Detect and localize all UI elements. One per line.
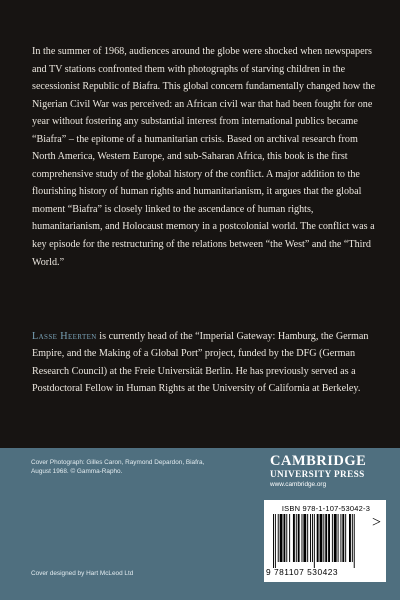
barcode-addon-mark: > bbox=[372, 514, 382, 531]
barcode-digits: 9 781107 530423 bbox=[266, 567, 339, 577]
author-bio-paragraph bbox=[32, 328, 378, 397]
barcode-panel bbox=[264, 500, 386, 582]
isbn-label: ISBN 978-1-107-53042-3 bbox=[281, 504, 371, 513]
author-name: Lasse Heerten bbox=[32, 331, 97, 342]
book-description: In the summer of 1968, audiences around the globe were shocked when newspapers and TV stations confronted them with photographs of starving children in the secessionist Republic of Biafra. This global concern fundamentally changed how the Nigerian Civil War was perceived: an African civil war that had been fought for one year without fostering any substantial interest from international publics became “Biafra” – the epitome of a humanitarian crisis. Based on archival research from North America, Western Europe, and sub-Saharan Africa, this book is the first comprehensive study of the global history of the conflict. A major addition to the flourishing history of human rights and humanitarianism, it argues that the global moment “Biafra” is closely linked to the ascendance of human rights, humanitarianism, and Holocaust memory in a postcolonial world. The conflict was a key episode for the restructuring of the relations between “the West” and the “Third World.” bbox=[32, 46, 376, 268]
barcode-icon bbox=[273, 514, 378, 568]
publisher-logo bbox=[270, 454, 380, 489]
publisher-name: CAMBRIDGE bbox=[270, 453, 367, 469]
author-bio-text: is currently head of the “Imperial Gateway: Hamburg, the German Empire, and the Making of a Global Port” project, funded by the DFG (German Research Council) at the Freie Universität Berlin. He has previously served as a Postdoctoral Fellow in Human Rights at the University of California at Berkeley. bbox=[32, 331, 369, 394]
cover-photo-credit: Cover Photograph: Gilles Caron, Raymond Depardon, Biafra, August 1968. © Gamma-Rapho. bbox=[31, 459, 205, 476]
publisher-url: www.cambridge.org bbox=[270, 481, 327, 488]
footer-band bbox=[0, 448, 400, 600]
cover-designer-credit: Cover designed by Hart McLeod Ltd bbox=[31, 570, 134, 577]
publisher-press: UNIVERSITY PRESS bbox=[270, 469, 365, 479]
